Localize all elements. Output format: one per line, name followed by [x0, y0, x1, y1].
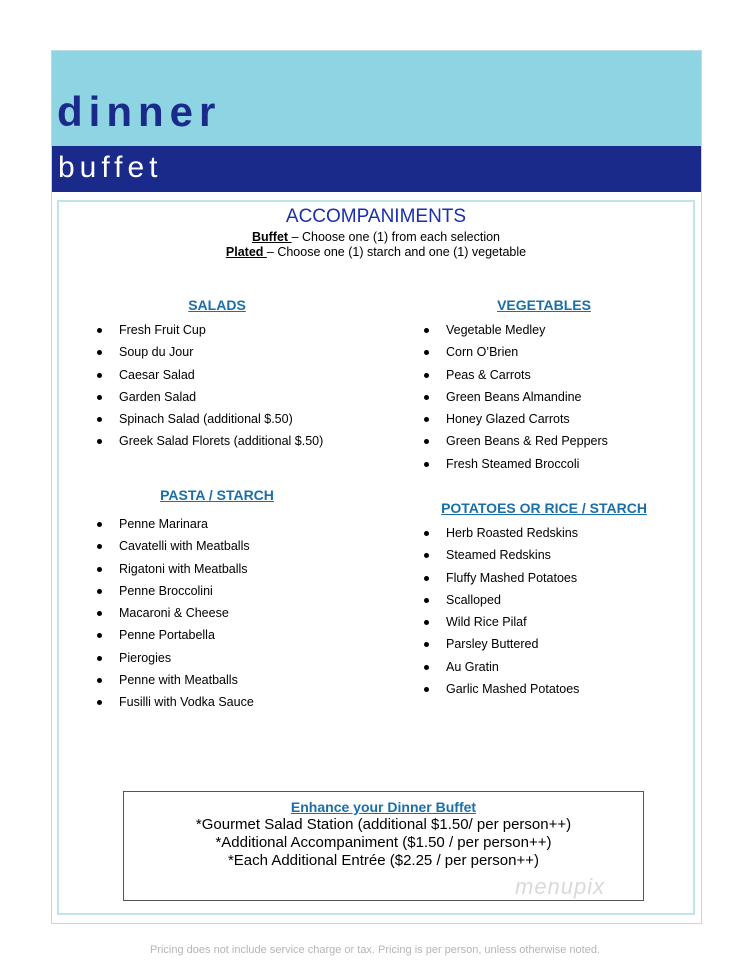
- list-item: Wild Rice Pilaf: [424, 611, 684, 633]
- plated-label: Plated: [225, 245, 267, 259]
- enhance-line: *Each Additional Entrée ($2.25 / per person++): [227, 852, 540, 869]
- list-item: Penne Portabella: [97, 624, 397, 646]
- buffet-text: – Choose one (1) from each selection: [291, 230, 501, 244]
- salads-title: SALADS: [188, 297, 246, 313]
- plated-instruction: [57, 245, 695, 260]
- vegetables-title: VEGETABLES: [497, 297, 591, 313]
- list-item: Fresh Steamed Broccoli: [424, 453, 684, 475]
- plated-text: – Choose one (1) starch and one (1) vegetable: [266, 245, 527, 259]
- enhance-title: Enhance your Dinner Buffet: [290, 799, 477, 815]
- list-item: Caesar Salad: [97, 364, 397, 386]
- list-item: Green Beans Almandine: [424, 386, 684, 408]
- list-item: Steamed Redskins: [424, 544, 684, 566]
- list-item: Spinach Salad (additional $.50): [97, 408, 397, 430]
- list-item: Corn O’Brien: [424, 341, 684, 363]
- list-item: Fluffy Mashed Potatoes: [424, 567, 684, 589]
- potatoes-list: [424, 522, 684, 700]
- enhance-line: *Gourmet Salad Station (additional $1.50/ per person++): [195, 816, 572, 833]
- list-item: Greek Salad Florets (additional $.50): [97, 430, 397, 452]
- potatoes-title: POTATOES OR RICE / STARCH: [441, 500, 647, 516]
- list-item: Cavatelli with Meatballs: [97, 535, 397, 557]
- list-item: Penne Marinara: [97, 513, 397, 535]
- list-item: Soup du Jour: [97, 341, 397, 363]
- buffet-instruction: [57, 230, 695, 245]
- pricing-footer-note: Pricing does not include service charge or tax. Pricing is per person, unless otherwise noted.: [149, 944, 600, 956]
- pasta-title: PASTA / STARCH: [160, 487, 274, 503]
- list-item: Peas & Carrots: [424, 364, 684, 386]
- list-item: Penne with Meatballs: [97, 669, 397, 691]
- list-item: Rigatoni with Meatballs: [97, 558, 397, 580]
- enhance-line: *Additional Accompaniment ($1.50 / per person++): [215, 834, 552, 851]
- list-item: Fresh Fruit Cup: [97, 319, 397, 341]
- list-item: Fusilli with Vodka Sauce: [97, 691, 397, 713]
- vegetables-list: [424, 319, 684, 475]
- list-item: Au Gratin: [424, 656, 684, 678]
- list-item: Macaroni & Cheese: [97, 602, 397, 624]
- list-item: Honey Glazed Carrots: [424, 408, 684, 430]
- page-title: dinner: [57, 88, 222, 135]
- watermark: menupix: [515, 874, 606, 899]
- buffet-label: Buffet: [251, 230, 292, 244]
- list-item: Garden Salad: [97, 386, 397, 408]
- list-item: Herb Roasted Redskins: [424, 522, 684, 544]
- list-item: Vegetable Medley: [424, 319, 684, 341]
- list-item: Pierogies: [97, 647, 397, 669]
- list-item: Scalloped: [424, 589, 684, 611]
- page-subtitle: buffet: [58, 151, 163, 184]
- accompaniments-heading: ACCOMPANIMENTS: [285, 206, 467, 227]
- pasta-list: [97, 513, 397, 714]
- salads-list: [97, 319, 397, 453]
- list-item: Green Beans & Red Peppers: [424, 430, 684, 452]
- list-item: Parsley Buttered: [424, 633, 684, 655]
- list-item: Penne Broccolini: [97, 580, 397, 602]
- list-item: Garlic Mashed Potatoes: [424, 678, 684, 700]
